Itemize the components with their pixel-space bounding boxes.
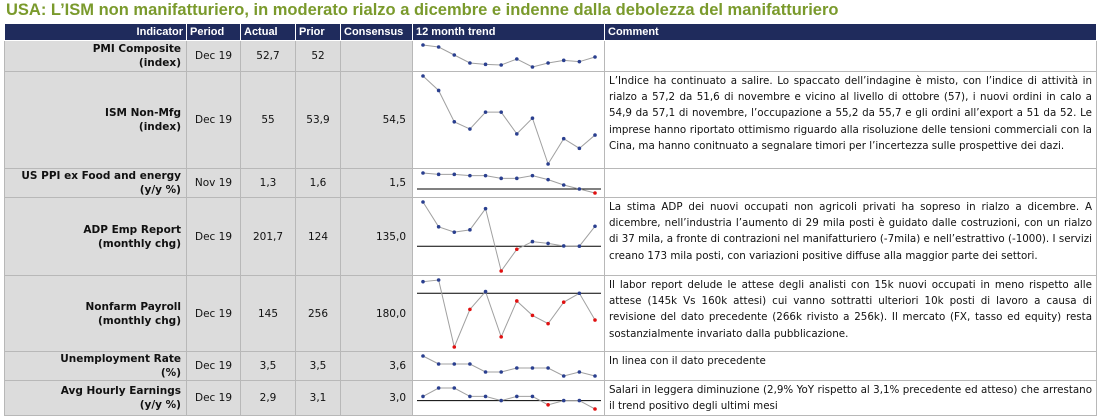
indicator-cell [5, 276, 187, 352]
period-cell: Dec 19 [187, 41, 241, 72]
trend-point [499, 399, 503, 403]
trend-point [499, 370, 503, 374]
trend-point [452, 386, 456, 390]
trend-point [546, 403, 550, 407]
comment-cell: Il labor report delude le attese degli analisti con 15k nuovi occupati in meno rispetto alle attese (145k Vs 160k attesi) cui vanno sottratti ulteriori 10k posti di lavoro a causa di revisione del dato precedente (266k rivisto a 256k). Il mercato (FX, tasso ed equity) resta sostanzialmente invariato dalla pubblicazione. [605, 276, 1097, 352]
trend-point [515, 247, 519, 251]
table-row [5, 41, 1097, 72]
trend-point [452, 230, 456, 234]
comment-cell [605, 169, 1097, 198]
trend-point [484, 394, 488, 398]
trend-point [421, 200, 425, 204]
trend-point [484, 370, 488, 374]
trend-point [468, 174, 472, 178]
trend-point [452, 120, 456, 124]
trend-point [593, 133, 597, 137]
header-comment: Comment [605, 24, 1097, 41]
trend-point [531, 240, 535, 244]
trend-point [531, 394, 535, 398]
indicator-cell [5, 72, 187, 169]
header-prior: Prior [296, 24, 341, 41]
trend-point [546, 242, 550, 246]
trend-point [546, 366, 550, 370]
actual-cell: 201,7 [241, 198, 296, 276]
trend-point [499, 177, 503, 181]
prior-cell: 124 [296, 198, 341, 276]
consensus-cell: 54,5 [341, 72, 413, 169]
trend-point [437, 45, 441, 49]
indicator-unit: (y/y %) [139, 184, 181, 196]
trend-point [421, 354, 425, 358]
comment-cell: La stima ADP dei nuovi occupati non agricoli privati ha sopreso in rialzo a dicembre. A dicembre, nell’industria l’aumento di 29 mila posti è guidato dalle costruzioni, con un rialzo di 37 mila, a fronte di contrazioni nel manifatturiero (-7mila) e nell’estrattivo (-1000). I servizi creano 173 mila posti, con variazioni positive diffuse alla maggior parte dei settori. [605, 198, 1097, 276]
trend-point [593, 224, 597, 228]
table-row [5, 72, 1097, 169]
consensus-cell: 3,6 [341, 352, 413, 381]
trend-point [499, 110, 503, 114]
trend-point [437, 278, 441, 282]
trend-point [562, 300, 566, 304]
trend-point [437, 362, 441, 366]
trend-point [562, 244, 566, 248]
trend-point [515, 394, 519, 398]
actual-cell: 2,9 [241, 381, 296, 416]
trend-point [484, 174, 488, 178]
trend-cell [413, 169, 605, 198]
trend-point [546, 61, 550, 65]
trend-point [421, 74, 425, 78]
trend-point [452, 362, 456, 366]
period-cell: Dec 19 [187, 352, 241, 381]
trend-point [484, 110, 488, 114]
indicator-cell [5, 198, 187, 276]
trend-point [578, 244, 582, 248]
trend-cell [413, 381, 605, 416]
trend-line [423, 76, 595, 164]
trend-point [484, 207, 488, 211]
header-actual: Actual [241, 24, 296, 41]
trend-point [593, 55, 597, 59]
trend-point [468, 228, 472, 232]
trend-point [562, 137, 566, 141]
trend-point [515, 132, 519, 136]
trend-point [531, 116, 535, 120]
prior-cell: 53,9 [296, 72, 341, 169]
trend-point [437, 89, 441, 93]
indicators-table [4, 23, 1097, 416]
trend-point [452, 53, 456, 57]
trend-point [499, 335, 503, 339]
header-period: Period [187, 24, 241, 41]
trend-point [468, 362, 472, 366]
comment-cell: Salari in leggera diminuzione (2,9% YoY rispetto al 3,1% precedente ed atteso) che arrestano il trend positivo degli ultimi mesi [605, 381, 1097, 416]
period-cell: Dec 19 [187, 72, 241, 169]
comment-cell: L’Indice ha continuato a salire. Lo spaccato dell’indagine è misto, con l’indice di attività in rialzo a 57,2 da 51,6 di novembre e vicino al livello di ottobre (57), i nuovi ordini in calo a 54,9 da 57,1 di novembre, l’occupazione a 55,2 da 55,7 e gli ordini all’export a 51 da 52. Le imprese hanno riportato ottimismo riguardo alla risoluzione delle tensioni commerciali con la Cina, ma hanno conitnuato a segnalare timori per l’incertezza sulle prospettive dei dazi. [605, 72, 1097, 169]
indicator-name: Nonfarm Payroll [85, 300, 181, 313]
period-cell: Dec 19 [187, 276, 241, 352]
trend-point [578, 147, 582, 151]
trend-point [562, 59, 566, 63]
trend-cell [413, 352, 605, 381]
prior-cell: 3,1 [296, 381, 341, 416]
indicator-unit: (monthly chg) [97, 314, 181, 327]
actual-cell: 3,5 [241, 352, 296, 381]
trend-sparkline [413, 276, 605, 351]
table-row [5, 352, 1097, 381]
trend-point [515, 57, 519, 61]
table-row [5, 169, 1097, 198]
trend-point [421, 394, 425, 398]
indicator-unit: (%) [160, 367, 181, 379]
indicator-unit: (index) [138, 121, 181, 133]
consensus-cell: 135,0 [341, 198, 413, 276]
table-row [5, 381, 1097, 416]
trend-point [562, 374, 566, 378]
comment-cell [605, 41, 1097, 72]
trend-line [423, 202, 595, 271]
indicator-name: PMI Composite [92, 43, 181, 55]
trend-point [531, 366, 535, 370]
trend-point [593, 374, 597, 378]
indicator-cell [5, 41, 187, 72]
actual-cell: 52,7 [241, 41, 296, 72]
indicator-unit: (index) [138, 57, 181, 69]
trend-point [578, 370, 582, 374]
trend-point [562, 399, 566, 403]
prior-cell: 256 [296, 276, 341, 352]
indicator-unit: (monthly chg) [97, 237, 181, 250]
trend-point [578, 399, 582, 403]
trend-point [468, 61, 472, 65]
comment-cell: In linea con il dato precedente [605, 352, 1097, 381]
trend-point [421, 280, 425, 284]
trend-cell [413, 72, 605, 169]
trend-point [578, 187, 582, 191]
indicator-cell [5, 381, 187, 416]
indicator-cell [5, 169, 187, 198]
prior-cell: 52 [296, 41, 341, 72]
trend-point [546, 162, 550, 166]
trend-line [423, 280, 595, 347]
trend-sparkline [413, 169, 605, 197]
trend-point [421, 171, 425, 175]
trend-point [515, 366, 519, 370]
trend-point [437, 173, 441, 177]
indicator-name: ADP Emp Report [83, 223, 181, 236]
trend-point [484, 290, 488, 294]
trend-point [531, 65, 535, 69]
trend-point [468, 394, 472, 398]
header-consensus: Consensus [341, 24, 413, 41]
actual-cell: 145 [241, 276, 296, 352]
indicator-unit: (y/y %) [139, 399, 181, 412]
trend-line [423, 356, 595, 376]
trend-sparkline [413, 72, 605, 168]
trend-point [531, 174, 535, 178]
period-cell: Dec 19 [187, 198, 241, 276]
indicator-name: Unemployment Rate [60, 353, 181, 365]
trend-point [593, 191, 597, 195]
trend-line [423, 45, 595, 67]
indicator-name: ISM Non-Mfg [105, 107, 181, 119]
indicator-cell [5, 352, 187, 381]
header-indicator: Indicator [5, 24, 187, 41]
trend-point [452, 173, 456, 177]
trend-point [515, 299, 519, 303]
trend-point [437, 225, 441, 229]
trend-point [578, 60, 582, 64]
trend-point [484, 63, 488, 67]
trend-point [531, 314, 535, 318]
period-cell: Dec 19 [187, 381, 241, 416]
table-header-row [5, 24, 1097, 41]
trend-point [421, 43, 425, 47]
consensus-cell: 180,0 [341, 276, 413, 352]
trend-point [468, 308, 472, 312]
trend-line [423, 173, 595, 193]
table-row [5, 198, 1097, 276]
trend-point [468, 127, 472, 131]
trend-cell [413, 198, 605, 276]
trend-sparkline [413, 352, 605, 380]
trend-point [546, 322, 550, 326]
trend-point [499, 269, 503, 273]
prior-cell: 1,6 [296, 169, 341, 198]
trend-point [546, 178, 550, 182]
trend-cell [413, 276, 605, 352]
header-trend: 12 month trend [413, 24, 605, 41]
consensus-cell: 3,0 [341, 381, 413, 416]
trend-point [437, 386, 441, 390]
consensus-cell [341, 41, 413, 72]
indicator-name: Avg Hourly Earnings [60, 385, 181, 398]
trend-point [562, 183, 566, 187]
trend-line [423, 388, 595, 409]
table-row [5, 276, 1097, 352]
trend-cell [413, 41, 605, 72]
trend-point [578, 291, 582, 295]
trend-sparkline [413, 384, 605, 413]
prior-cell: 3,5 [296, 352, 341, 381]
trend-point [515, 177, 519, 181]
actual-cell: 55 [241, 72, 296, 169]
page-title: USA: L’ISM non manifatturiero, in moderato rialzo a dicembre e indenne dalla debolezza del manifatturiero [6, 1, 839, 19]
actual-cell: 1,3 [241, 169, 296, 198]
period-cell: Nov 19 [187, 169, 241, 198]
indicator-name: US PPI ex Food and energy [21, 170, 181, 182]
trend-point [452, 345, 456, 349]
consensus-cell: 1,5 [341, 169, 413, 198]
trend-point [593, 318, 597, 322]
trend-point [593, 407, 597, 411]
trend-sparkline [413, 198, 605, 275]
trend-sparkline [413, 41, 605, 71]
trend-point [499, 63, 503, 67]
